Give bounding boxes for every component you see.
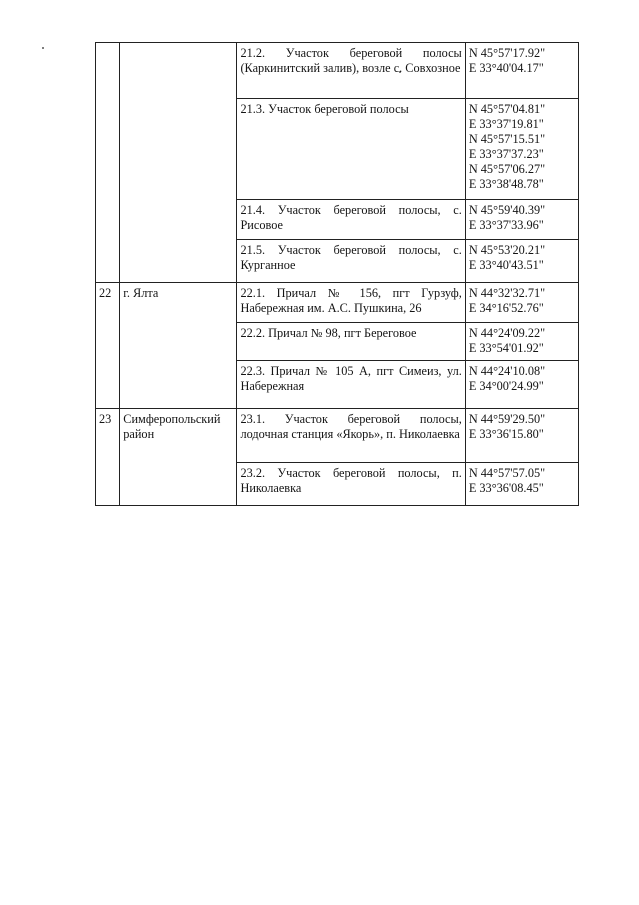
site-description: 22.3. Причал № 105 А, пгт Симеиз, ул. Набережная <box>237 361 465 409</box>
coordinates-table <box>95 42 579 506</box>
site-description: 21.3. Участок береговой полосы <box>237 99 465 200</box>
coordinates-cell: N 44°57'57.05" E 33°36'08.45" <box>465 463 578 506</box>
coordinates-cell: N 44°24'10.08" E 34°00'24.99" <box>465 361 578 409</box>
coordinates-cell: N 44°32'32.71" E 34°16'52.76" <box>465 283 578 323</box>
site-description: 21.4. Участок береговой полосы, с. Рисовое <box>237 200 465 240</box>
site-description: 22.2. Причал № 98, пгт Береговое <box>237 323 465 361</box>
coordinates-cell: N 45°57'04.81" E 33°37'19.81" N 45°57'15.51" E 33°37'37.23" N 45°57'06.27" E 33°38'48.78" <box>465 99 578 200</box>
site-description: 23.2. Участок береговой полосы, п. Николаевка <box>237 463 465 506</box>
region-cell: г. Ялта <box>120 283 237 409</box>
region-cell: Симферопольский район <box>120 409 237 506</box>
region-cell <box>120 43 237 283</box>
row-number-cell <box>96 43 120 283</box>
site-description: 21.5. Участок береговой полосы, с. Курганное <box>237 240 465 283</box>
site-description: 22.1. Причал № 156, пгт Гурзуф, Набережная им. А.С. Пушкина, 26 <box>237 283 465 323</box>
site-description: 23.1. Участок береговой полосы, лодочная станция «Якорь», п. Николаевка <box>237 409 465 463</box>
row-number-cell: 23 <box>96 409 120 506</box>
coordinates-cell: N 45°53'20.21" E 33°40'43.51" <box>465 240 578 283</box>
scan-speck <box>42 47 44 49</box>
coordinates-cell: N 44°24'09.22" E 33°54'01.92" <box>465 323 578 361</box>
coordinates-cell: N 45°59'40.39" E 33°37'33.96" <box>465 200 578 240</box>
table-row <box>96 283 579 323</box>
table-row <box>96 43 579 99</box>
table-row <box>96 409 579 463</box>
coordinates-cell: N 45°57'17.92" E 33°40'04.17" <box>465 43 578 99</box>
site-description: 21.2. Участок береговой полосы (Каркинитский залив), возле с. Совхозное <box>237 43 465 99</box>
coordinates-cell: N 44°59'29.50" E 33°36'15.80" <box>465 409 578 463</box>
row-number-cell: 22 <box>96 283 120 409</box>
